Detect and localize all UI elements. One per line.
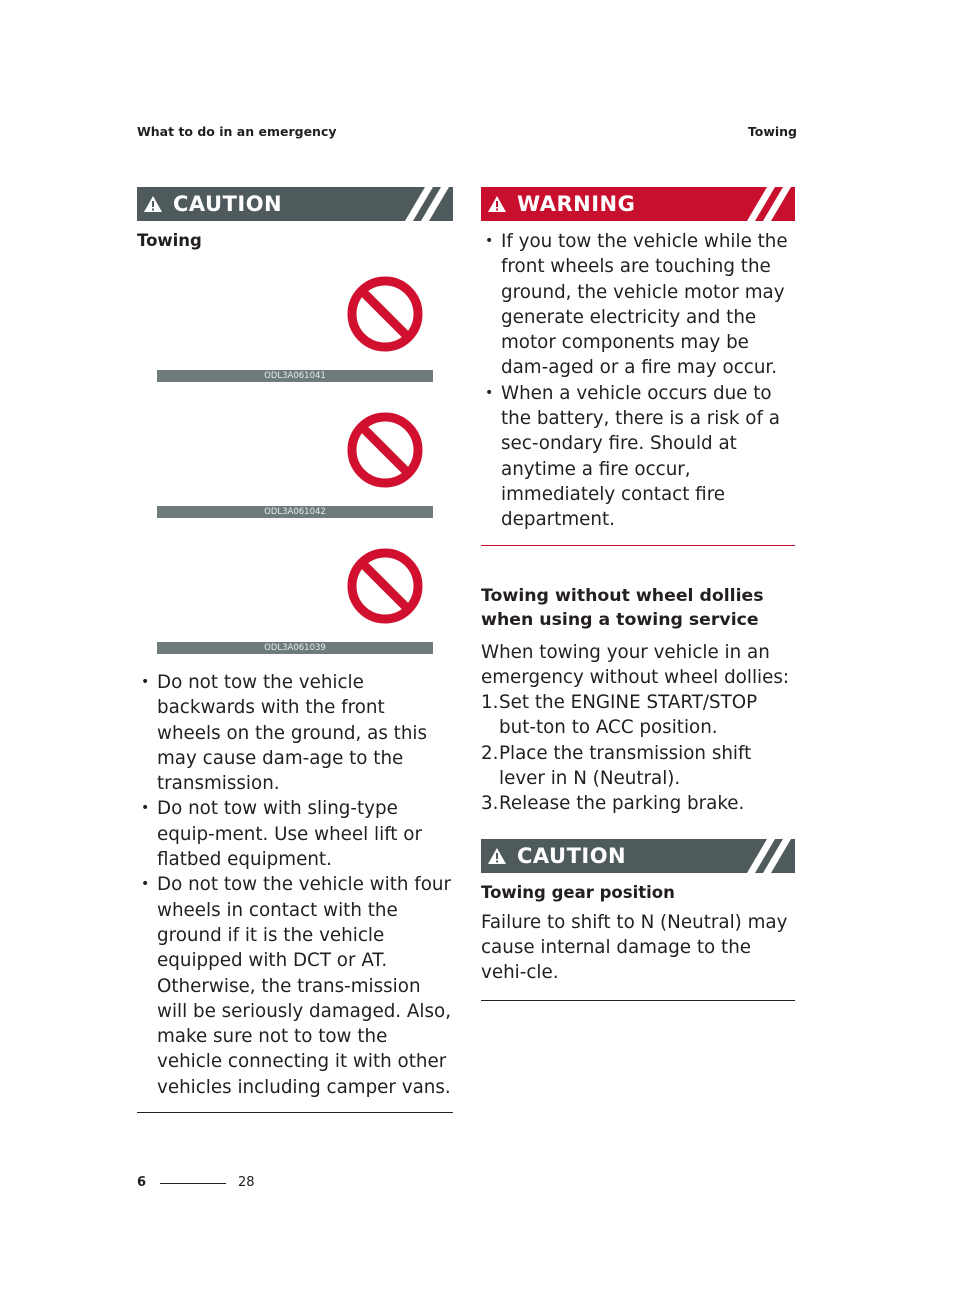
left-column xyxy=(137,187,453,1113)
figure-3 xyxy=(137,530,453,666)
caution-label: CAUTION xyxy=(173,192,283,216)
list-item: • Do not tow the vehicle backwards with the front wheels on the ground, as this may cause dam-age to the transmission. xyxy=(137,670,453,796)
caution-text: Failure to shift to N (Neutral) may cause internal damage to the vehi-cle. xyxy=(481,911,788,984)
figure-code: ODL3A061042 xyxy=(157,506,433,518)
warning-triangle-icon xyxy=(487,195,507,213)
caution-label: CAUTION xyxy=(517,843,627,868)
banner-slash-decoration xyxy=(745,187,791,221)
figure-code: ODL3A061039 xyxy=(157,642,433,654)
caution-end-rule xyxy=(137,1112,453,1113)
intro-paragraph: When towing your vehicle in an emergency without wheel dollies: xyxy=(481,641,790,688)
warning-triangle-icon xyxy=(143,195,163,213)
warning-bullet-list xyxy=(481,229,795,533)
list-item xyxy=(481,690,795,741)
page-number: 28 xyxy=(238,1175,255,1190)
caution-subheading: Towing gear position xyxy=(481,882,675,902)
figure-code: ODL3A061041 xyxy=(157,370,433,382)
list-item: • Do not tow with sling-type equip-ment. Use wheel lift or flatbed equipment. xyxy=(137,796,453,872)
list-item: • When a vehicle occurs due to the battery, there is a risk of a sec-ondary fire. Should at anytime a fire occur, immediately contact fire department. xyxy=(481,381,795,533)
step-number: 2. xyxy=(481,742,499,764)
caution-subheading: Towing xyxy=(137,231,202,250)
caution-banner xyxy=(137,187,453,221)
list-item xyxy=(481,741,795,792)
list-item: • Do not tow the vehicle with four wheels in contact with the ground if it is the vehicle equipped with DCT or AT. Otherwise, the trans-mission will be seriously damaged. Also, make sure not to tow the vehicle connecting it with other vehicles including camper vans. xyxy=(137,872,453,1100)
prohibition-icon xyxy=(347,276,423,352)
warning-banner xyxy=(481,187,795,221)
banner-slash-decoration xyxy=(403,187,449,221)
chapter-number: 6 xyxy=(137,1175,147,1190)
prohibition-icon xyxy=(347,548,423,624)
step-text: Release the parking brake. xyxy=(499,793,745,815)
step-text: Place the transmission shift lever in N (Neutral). xyxy=(499,742,752,790)
warning-end-rule xyxy=(481,545,795,546)
steps-list xyxy=(481,690,795,816)
banner-slash-decoration xyxy=(745,839,791,873)
section-title: Towing without wheel dollies when using a towing service xyxy=(481,585,764,630)
footer-divider xyxy=(160,1183,226,1184)
figure-2 xyxy=(137,394,453,530)
step-number: 3. xyxy=(481,793,499,815)
step-number: 1. xyxy=(481,692,499,714)
prohibition-icon xyxy=(347,412,423,488)
running-header-section: Towing xyxy=(747,124,797,139)
caution-banner xyxy=(481,839,795,873)
step-text: Set the ENGINE START/STOP but-ton to ACC position. xyxy=(499,692,758,739)
warning-triangle-icon xyxy=(487,847,507,865)
list-item: • If you tow the vehicle while the front wheels are touching the ground, the vehicle motor may generate electricity and the motor components may be dam-aged or a fire may occur. xyxy=(481,229,795,381)
caution-bullet-list xyxy=(137,670,453,1100)
running-header-chapter: What to do in an emergency xyxy=(137,124,337,139)
figure-1 xyxy=(137,258,453,394)
caution-end-rule xyxy=(481,1000,795,1001)
list-item xyxy=(481,791,795,816)
warning-label: WARNING xyxy=(517,192,636,216)
right-column xyxy=(481,187,795,1001)
